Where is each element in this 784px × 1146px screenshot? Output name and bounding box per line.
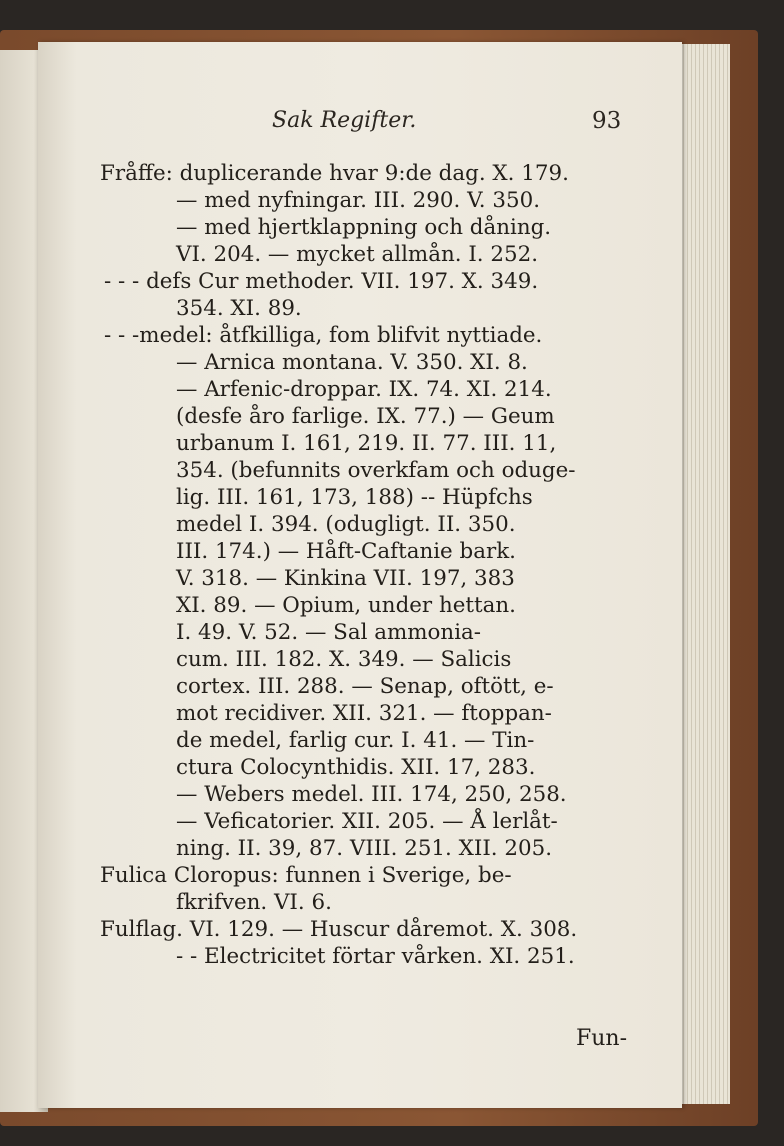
index-line: — med hjertklappning och dåning. bbox=[176, 215, 552, 240]
index-line: fkrifven. VI. 6. bbox=[176, 890, 332, 915]
index-line: Fulflag. VI. 129. — Huscur dåremot. X. 308. bbox=[100, 917, 578, 942]
index-line: Fråffe: duplicerande hvar 9:de dag. X. 179. bbox=[100, 161, 569, 186]
index-line: III. 174.) — Håft-Caftanie bark. bbox=[176, 539, 516, 564]
index-line: lig. III. 161, 173, 188) -- Hüpfchs bbox=[176, 485, 533, 510]
index-line: - - - defs Cur methoder. VII. 197. X. 349. bbox=[104, 269, 539, 294]
index-line: urbanum I. 161, 219. II. 77. III. 11, bbox=[176, 431, 557, 456]
index-line: — Arnica montana. V. 350. XI. 8. bbox=[176, 350, 528, 375]
index-line: I. 49. V. 52. — Sal ammonia- bbox=[176, 620, 482, 645]
page-number: 93 bbox=[592, 108, 622, 134]
index-line: V. 318. — Kinkina VII. 197, 383 bbox=[176, 566, 515, 591]
index-line: — med nyfningar. III. 290. V. 350. bbox=[176, 188, 541, 213]
index-line: cum. III. 182. X. 349. — Salicis bbox=[176, 647, 512, 672]
book-page bbox=[38, 42, 682, 1108]
index-entries bbox=[100, 160, 670, 970]
index-line: de medel, farlig cur. I. 41. — Tin- bbox=[176, 728, 535, 753]
index-line: ning. II. 39, 87. VIII. 251. XII. 205. bbox=[176, 836, 552, 861]
index-line: - - -medel: åtfkilliga, fom blifvit nyttiade. bbox=[104, 323, 543, 348]
index-line: - - Electricitet förtar vårken. XI. 251. bbox=[176, 944, 575, 969]
running-title: Sak Regifter. bbox=[272, 108, 417, 133]
index-line: medel I. 394. (odugligt. II. 350. bbox=[176, 512, 516, 537]
index-line: XI. 89. — Opium, under hettan. bbox=[176, 593, 516, 618]
index-line: ctura Colocynthidis. XII. 17, 283. bbox=[176, 755, 536, 780]
index-line: VI. 204. — mycket allmån. I. 252. bbox=[176, 242, 539, 267]
catchword: Fun- bbox=[576, 1026, 628, 1051]
index-line: cortex. III. 288. — Senap, oftött, e- bbox=[176, 674, 554, 699]
index-line: 354. XI. 89. bbox=[176, 296, 302, 321]
index-line: — Arfenic-droppar. IX. 74. XI. 214. bbox=[176, 377, 552, 402]
index-line: 354. (befunnits overkfam och oduge- bbox=[176, 458, 576, 483]
index-line: Fulica Cloropus: funnen i Sverige, be- bbox=[100, 863, 512, 888]
page-header bbox=[38, 106, 682, 146]
index-line: — Webers medel. III. 174, 250, 258. bbox=[176, 782, 567, 807]
index-line: (desfe åro farlige. IX. 77.) — Geum bbox=[176, 404, 555, 429]
index-line: — Veficatorier. XII. 205. — Å lerlåt- bbox=[176, 809, 558, 834]
index-line: mot recidiver. XII. 321. — ftoppan- bbox=[176, 701, 552, 726]
